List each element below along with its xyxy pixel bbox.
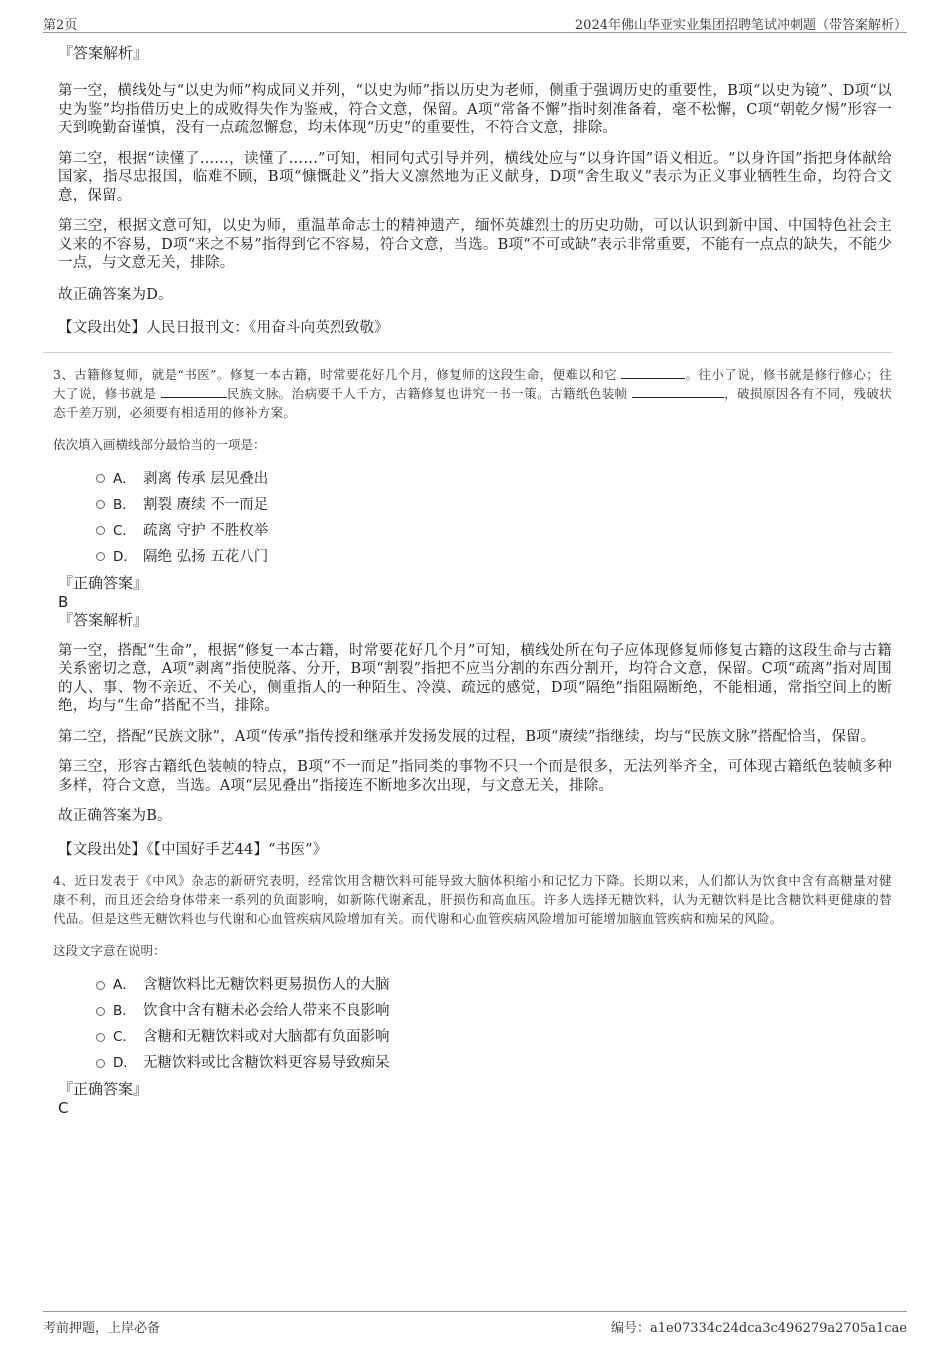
- radio-icon[interactable]: [96, 526, 105, 535]
- page-content: [53, 44, 892, 1117]
- radio-icon[interactable]: [96, 981, 105, 990]
- radio-icon[interactable]: [96, 474, 105, 483]
- q3-source: 【文段出处】《【中国好手艺44】“书医”》: [58, 841, 328, 858]
- radio-icon[interactable]: [96, 552, 105, 561]
- blank-1: [621, 366, 685, 379]
- q3-analysis-p2: 第二空，搭配“民族文脉”，A项“传承”指传授和继承并发扬发展的过程，B项“赓续”指继续，均与“民族文脉”搭配恰当，保留。: [58, 728, 876, 745]
- q3-correct-value: B: [58, 592, 69, 611]
- page-header: [43, 10, 907, 33]
- q3-analysis-p1: 第一空，搭配“生命”，根据“修复一本古籍，时常要花好几个月”可知，横线处所在句子应体现修复师修复古籍的这段生命与古籍关系密切之意，A项“剥离”指使脱落、分开，B项“割裂”指把不应当分割的东西分割开，均符合文意，保留。C项“疏离”指对周围的人、事、物不亲近、不关心，侧重指人的一种陌生、冷漠、疏远的感觉，D项“隔绝”指阻隔断绝，不能相通，常指空间上的断绝，均与“生命”搭配不当，排除。: [58, 642, 892, 714]
- q3-conclusion: 故正确答案为B。: [58, 808, 172, 824]
- q3-analysis-label: 『答案解析』: [58, 610, 149, 629]
- footer-serial: 编号：a1e07334c24dca3c496279a2705a1cae: [610, 1321, 907, 1336]
- q3-option-c[interactable]: C． 疏离 守护 不胜枚举: [96, 518, 892, 544]
- q2-analysis-p2: 第二空，根据“读懂了……，读懂了……”可知，相同句式引导并列，横线处应与“以身许国”语义相近。“以身许国”指把身体献给国家，指尽忠报国，临难不顾，B项“慷慨赴义”指大义凛然地为正义献身，D项“舍生取义”表示为正义事业牺牲生命，均符合文意，保留。: [58, 150, 892, 204]
- document-title: 2024年佛山华亚实业集团招聘笔试冲刺题（带答案解析）: [574, 18, 907, 33]
- q2-conclusion: 故正确答案为D。: [58, 286, 173, 303]
- q4-correct-label: 『正确答案』: [58, 1080, 149, 1098]
- q3-options: [96, 466, 892, 570]
- q4-option-b[interactable]: B． 饮食中含有糖未必会给人带来不良影响: [96, 998, 892, 1024]
- radio-icon[interactable]: [96, 1033, 105, 1042]
- radio-icon[interactable]: [96, 500, 105, 509]
- q3-option-a[interactable]: A． 剥离 传承 层见叠出: [96, 466, 892, 492]
- q3-analysis-p3: 第三空，形容古籍纸色装帧的特点，B项“不一而足”指同类的事物不只一个而是很多，无法列举齐全，可体现古籍纸色装帧多种多样，符合文意，当选。A项“层见叠出”指接连不断地多次出现，与文意无关，排除。: [58, 759, 892, 794]
- page-number: 第2页: [43, 18, 78, 33]
- q4-correct-value: C: [58, 1099, 69, 1117]
- radio-icon[interactable]: [96, 1007, 105, 1016]
- q2-analysis-label: 『答案解析』: [58, 44, 149, 62]
- q4-prompt: 这段文字意在说明：: [53, 943, 166, 958]
- q4-options: [96, 972, 892, 1076]
- q4-stem: 4、近日发表于《中风》杂志的新研究表明，经常饮用含糖饮料可能导致大脑体积缩小和记忆力下降。长期以来，人们都认为饮食中含有高糖量对健康不利，而且还会给身体带来一系列的负面影响，如新陈代谢紊乱，肝损伤和高血压。许多人选择无糖饮料，认为无糖饮料是比含糖饮料更健康的替代品。但是这些无糖饮料也与代谢和心血管疾病风险增加有关。而代谢和心血管疾病风险增加可能增加脑血管疾病和痴呆的风险。: [53, 873, 892, 926]
- blank-3: [632, 385, 724, 398]
- footer-slogan: 考前押题，上岸必备: [43, 1321, 161, 1336]
- page-footer: [43, 1311, 907, 1338]
- q3-stem: 3、古籍修复师，就是“书医”。修复一本古籍，时常要花好几个月，修复师的这段生命，便难以和它 。往小了说，修书就是修行修心；往大了说，修书就是 民族文脉。治病要千人千方，古籍修复也讲究一书一策。古籍纸色装帧 ，破损原因各有不同，残破状态千差万别，必须要有相适用的修补方案。: [53, 366, 892, 420]
- radio-icon[interactable]: [96, 1059, 105, 1068]
- q2-analysis-p1: 第一空，横线处与“以史为师”构成同义并列，“以史为师”指以历史为老师，侧重于强调历史的重要性，B项“以史为镜”、D项“以史为鉴”均指借历史上的成败得失作为鉴戒，符合文意，保留。A项“常备不懈”指时刻准备着，毫不松懈，C项“朝乾夕惕”形容一天到晚勤奋谨慎，没有一点疏忽懈怠，均未体现“历史”的重要性，不符合文意，排除。: [58, 83, 892, 136]
- q3-option-b[interactable]: B． 割裂 赓续 不一而足: [96, 492, 892, 518]
- q4-option-c[interactable]: C． 含糖和无糖饮料或对大脑都有负面影响: [96, 1024, 892, 1050]
- q3-option-d[interactable]: D． 隔绝 弘扬 五花八门: [96, 544, 892, 570]
- q3-correct-label: 『正确答案』: [58, 573, 149, 592]
- q2-source: 【文段出处】人民日报刊文：《用奋斗向英烈致敬》: [58, 320, 389, 336]
- blank-2: [161, 385, 227, 398]
- q4-option-a[interactable]: A． 含糖饮料比无糖饮料更易损伤人的大脑: [96, 972, 892, 998]
- q2-analysis-p3: 第三空，根据文意可知，以史为师，重温革命志士的精神遗产，缅怀英雄烈士的历史功勋，可以认识到新中国、中国特色社会主义来的不容易，D项“来之不易”指得到它不容易，符合文意，当选。B项“不可或缺”表示非常重要，不能有一点点的缺失，不能少一点，与文意无关，排除。: [58, 218, 892, 271]
- q3-prompt: 依次填入画横线部分最恰当的一项是：: [53, 436, 266, 452]
- q4-option-d[interactable]: D． 无糖饮料或比含糖饮料更容易导致痴呆: [96, 1050, 892, 1076]
